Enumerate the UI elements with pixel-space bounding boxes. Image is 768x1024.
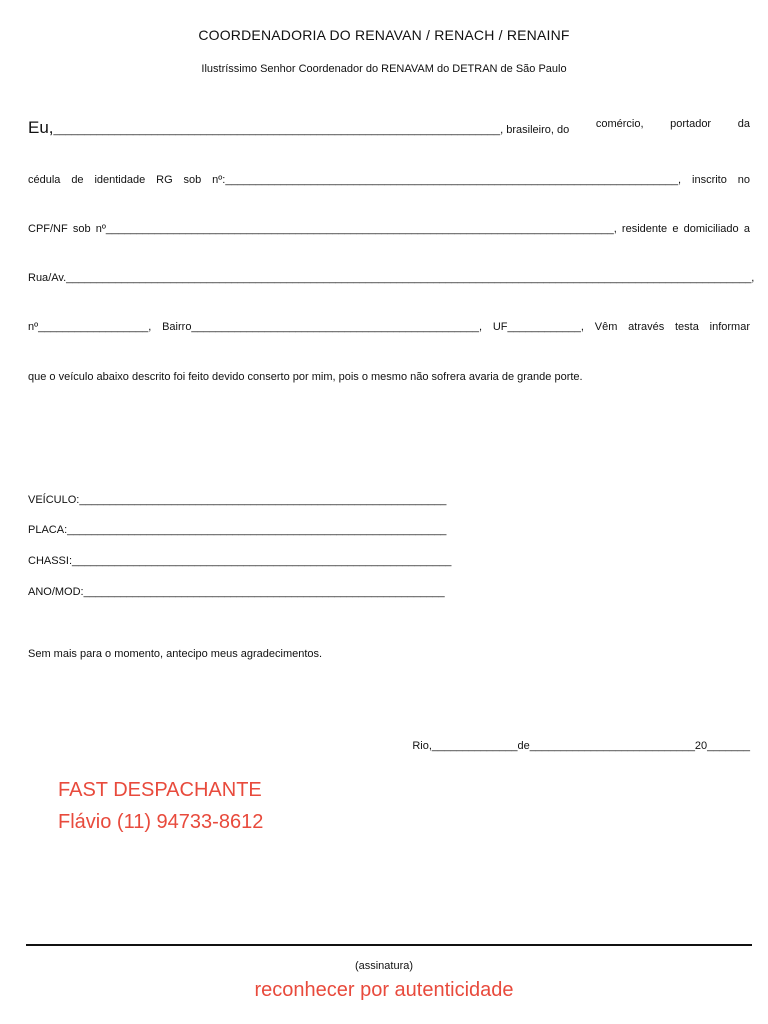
plate-field: PLACA:______________________________________________________________ bbox=[28, 524, 447, 536]
year-model-field: ANO/MOD:___________________________________________________________ bbox=[28, 586, 445, 598]
word: sob bbox=[72, 223, 91, 235]
body-line-1 bbox=[28, 118, 750, 138]
body-line-2 bbox=[28, 174, 750, 186]
word: identidade bbox=[94, 174, 146, 186]
word: Rua bbox=[28, 272, 49, 284]
brand-phone: Flávio (11) 94733-8612 bbox=[58, 811, 264, 833]
word: informar bbox=[709, 321, 750, 333]
cpf-number-blank: nº___________________________________________________________________________________, bbox=[95, 223, 617, 235]
word: domiciliado bbox=[683, 223, 739, 235]
body-line-4 bbox=[28, 272, 755, 284]
word: sob bbox=[183, 174, 202, 186]
salutation-eu: Eu, bbox=[28, 118, 54, 137]
word: portador bbox=[670, 118, 712, 130]
word: comércio, bbox=[595, 118, 644, 130]
word: CPF/NF bbox=[28, 223, 68, 235]
brand-name: FAST DESPACHANTE bbox=[58, 779, 262, 801]
house-number-blank: nº__________________, bbox=[28, 321, 152, 333]
word: Vêm bbox=[594, 321, 618, 333]
word: da bbox=[737, 118, 750, 130]
document-subtitle: Ilustríssimo Senhor Coordenador do RENAVAM do DETRAN de São Paulo bbox=[201, 63, 567, 75]
word: cédula bbox=[28, 174, 61, 186]
body-line-5 bbox=[28, 321, 750, 333]
closing-text: Sem mais para o momento, antecipo meus agradecimentos. bbox=[28, 648, 323, 660]
word: RG bbox=[156, 174, 173, 186]
street-blank: Av.________________________________________________________________________________________________________________, bbox=[51, 272, 755, 284]
notarization-note: reconhecer por autenticidade bbox=[254, 979, 514, 1001]
state-blank: UF____________, bbox=[492, 321, 584, 333]
word: de bbox=[71, 174, 84, 186]
body-line-1-text: Eu,_________________________________________________________________________, brasileiro, do bbox=[28, 118, 570, 137]
date-line: Rio,______________de___________________________20_______ bbox=[412, 740, 750, 752]
document-title: COORDENADORIA DO RENAVAN / RENACH / RENAINF bbox=[198, 27, 570, 43]
word: / bbox=[48, 272, 52, 284]
word: a bbox=[743, 223, 750, 235]
chassis-field: CHASSI:______________________________________________________________ bbox=[28, 555, 452, 567]
body-line-3 bbox=[28, 223, 750, 235]
word: no bbox=[737, 174, 750, 186]
word: inscrito bbox=[692, 174, 727, 186]
word: através bbox=[628, 321, 665, 333]
vehicle-field: VEÍCULO:____________________________________________________________ bbox=[28, 494, 447, 506]
signature-line bbox=[26, 944, 752, 946]
body-line-6: que o veículo abaixo descrito foi feito devido conserto por mim, pois o mesmo não sofrera avaria de grande porte. bbox=[28, 371, 583, 383]
word: e bbox=[672, 223, 679, 235]
word: testa bbox=[675, 321, 699, 333]
neighborhood-blank: Bairro_______________________________________________, bbox=[162, 321, 483, 333]
rg-number-blank: nº:__________________________________________________________________________, bbox=[212, 174, 682, 186]
word: residente bbox=[621, 223, 668, 235]
signature-label: (assinatura) bbox=[354, 960, 414, 972]
